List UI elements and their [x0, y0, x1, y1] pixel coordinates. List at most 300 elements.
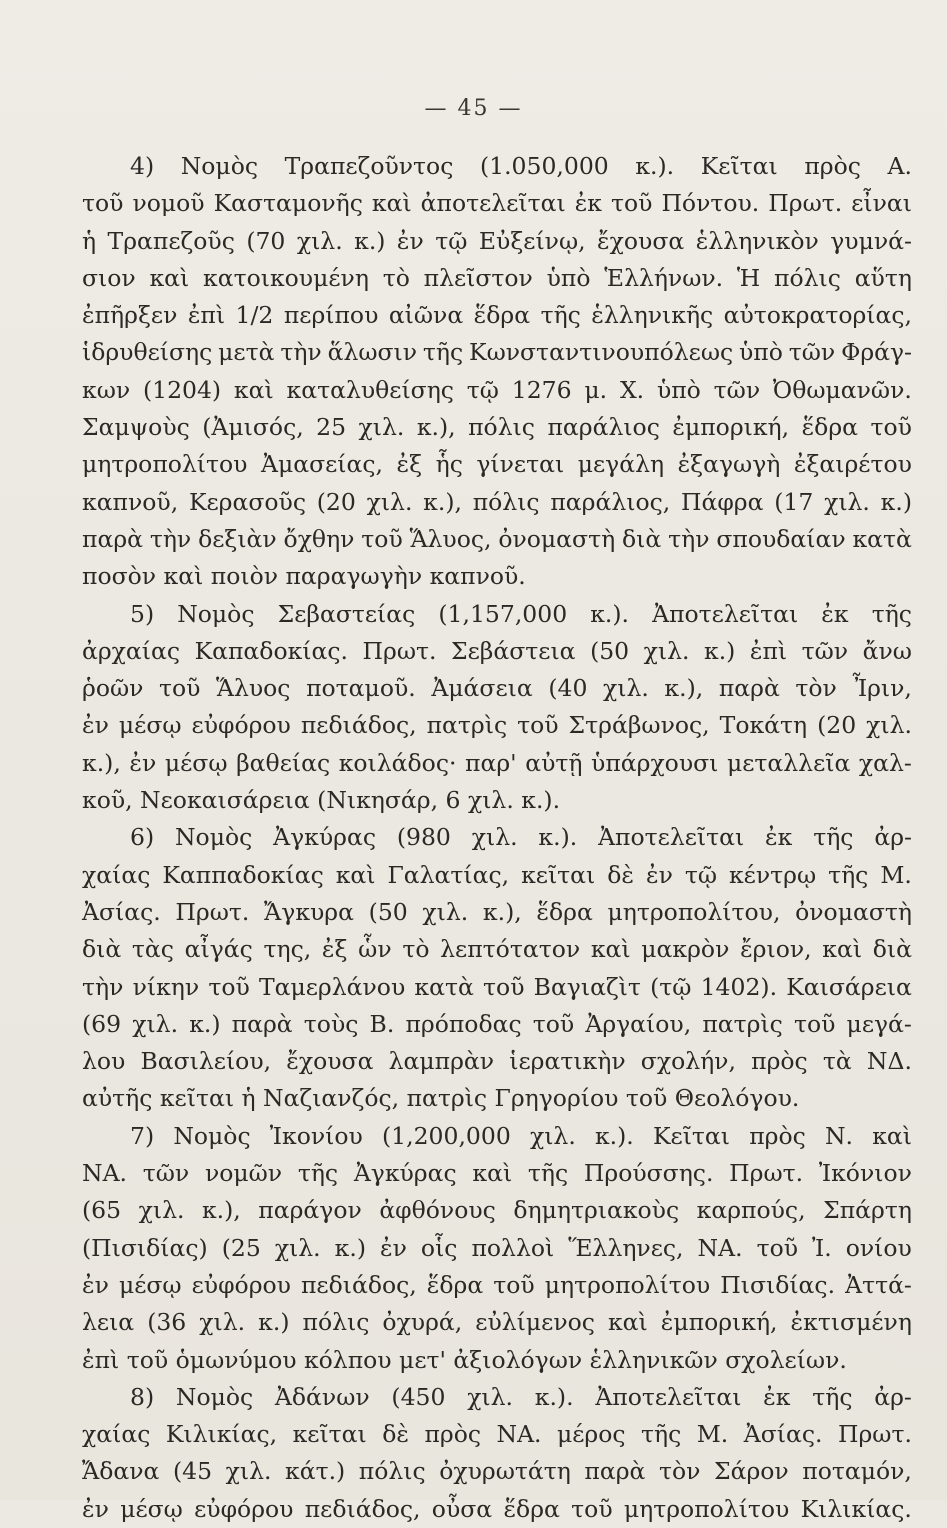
- word: Ὀθωμανῶν.: [772, 375, 912, 404]
- word: τὸ: [402, 935, 430, 964]
- word: κεῖται: [292, 1420, 367, 1449]
- word: πόλις: [774, 263, 841, 292]
- text-line: ποσὸν καὶ ποιὸν παραγωγὴν καπνοῦ.: [82, 562, 526, 591]
- word: Ἀποτελεῖται: [595, 1382, 742, 1411]
- word: Πρωτ.: [175, 897, 250, 926]
- word: χιλ.: [225, 1457, 272, 1486]
- word: καὶ: [335, 860, 376, 889]
- word: χιλ.: [296, 226, 343, 255]
- word: ἡ: [82, 226, 97, 255]
- word: μητροπολίτου: [82, 450, 248, 479]
- word: μητροπολίτου: [623, 1494, 790, 1523]
- word: κ.): [704, 636, 736, 665]
- word: κ.): [334, 1233, 366, 1262]
- word: καὶ: [872, 1121, 912, 1150]
- word: καὶ: [607, 1308, 648, 1337]
- text-line: [82, 148, 912, 185]
- word: τὰ: [822, 1047, 852, 1076]
- word: (17: [774, 487, 814, 516]
- word: ἐπὶ: [749, 636, 788, 665]
- word: τῷ: [684, 860, 718, 889]
- word: μέσῳ: [120, 1494, 183, 1523]
- word: κ.): [354, 226, 386, 255]
- word: πόλις: [358, 1457, 426, 1486]
- word: ὀχυρωτάτη: [439, 1457, 571, 1486]
- word: τὸν: [658, 1457, 701, 1486]
- word: μετὰ: [218, 338, 275, 367]
- text-line: [82, 1453, 912, 1490]
- word: Ἀγκύρας: [273, 823, 376, 852]
- word: Βασιλείου,: [140, 1047, 272, 1076]
- word: διὰ: [622, 524, 662, 553]
- word: (25: [221, 1233, 261, 1262]
- word: ἐκ: [763, 1382, 791, 1411]
- word: Καπαδοκίας.: [194, 636, 349, 665]
- word: ἕδρα: [801, 413, 859, 442]
- word: χιλ.: [199, 1308, 246, 1337]
- word: ἐν: [645, 860, 673, 889]
- text-line: [82, 670, 912, 707]
- text-line: [82, 297, 912, 334]
- word: Φράγ-: [841, 338, 912, 367]
- word: κέντρῳ: [728, 860, 817, 889]
- word: ἐν: [129, 748, 157, 777]
- word: ἀποτελεῖται: [420, 189, 566, 218]
- word: 8): [130, 1382, 155, 1411]
- word: χιλ.: [138, 1196, 185, 1225]
- text-line: [82, 1192, 912, 1229]
- word: Προύσσης.: [583, 1159, 714, 1188]
- word: ἱδρυθείσης: [82, 338, 213, 367]
- word: καὶ: [590, 935, 631, 964]
- word: καὶ: [371, 189, 412, 218]
- word: αὐτοκρατορίας,: [723, 301, 912, 330]
- word: λαμπρὰν: [388, 1047, 495, 1076]
- word: (450: [391, 1382, 446, 1411]
- word: Ἰκονίου: [269, 1121, 363, 1150]
- word: ἔχουσα: [286, 1047, 374, 1076]
- word: (1204): [142, 375, 222, 404]
- word: τῷ: [435, 226, 468, 255]
- word: τοῦ: [793, 1009, 836, 1038]
- word: μέσῳ: [164, 748, 228, 777]
- word: Κερασοῦς: [188, 487, 307, 516]
- word: χιλ.: [366, 487, 413, 516]
- word: Μ.: [696, 1420, 729, 1449]
- word: κεῖται: [521, 860, 596, 889]
- word: πεδιάδος,: [300, 1270, 417, 1299]
- word: κ.),: [416, 413, 456, 442]
- word: μέρος: [556, 1420, 626, 1449]
- word: ἧς: [435, 450, 463, 479]
- word: κατοικουμένη: [203, 263, 369, 292]
- word: κ.).: [594, 1121, 634, 1150]
- word: κ.): [258, 1308, 290, 1337]
- word: αὐτῇ: [525, 748, 583, 777]
- text-line: [82, 633, 912, 670]
- word: ὧν: [358, 935, 392, 964]
- word: ἀρ-: [874, 1382, 912, 1411]
- word: Πόντου.: [661, 189, 760, 218]
- word: ἕδρα: [503, 1494, 560, 1523]
- word: τῶν: [788, 338, 836, 367]
- word: Στράβωνος,: [568, 711, 710, 740]
- word: (50: [368, 897, 408, 926]
- word: πατρὶς: [702, 1009, 783, 1038]
- word: πολλοὶ: [471, 1233, 555, 1262]
- word: Ἄγκυρα: [264, 897, 354, 926]
- word: ὑπὸ: [546, 263, 591, 292]
- word: Ἀγκύρας: [353, 1159, 457, 1188]
- word: κ.): [189, 1009, 221, 1038]
- word: τῶν: [801, 636, 849, 665]
- word: Β.: [369, 1009, 395, 1038]
- word: τοῦ: [756, 1233, 798, 1262]
- text-line: [82, 484, 912, 521]
- word: Ἀμάσεια: [431, 674, 533, 703]
- word: ἐπῆρξεν: [82, 301, 178, 330]
- word: δὲ: [382, 1420, 409, 1449]
- word: γυμνά-: [830, 226, 912, 255]
- word: ὑπὸ: [656, 375, 701, 404]
- word: τῆς: [527, 1159, 569, 1188]
- word: κ.).: [534, 1382, 574, 1411]
- word: εὐφόρου: [191, 1270, 291, 1299]
- word: εὐφόρου: [194, 1494, 294, 1523]
- word: ἔριον,: [740, 935, 812, 964]
- word: (40: [548, 674, 588, 703]
- word: παρὰ: [584, 1457, 646, 1486]
- word: πεδιάδος,: [304, 1494, 421, 1523]
- word: ΝΔ.: [866, 1047, 912, 1076]
- word: ἐμπορική,: [672, 413, 790, 442]
- word: της,: [263, 935, 312, 964]
- word: τὸν: [795, 674, 837, 703]
- word: Ἀσίας.: [743, 1420, 823, 1449]
- word: τῆς: [540, 301, 581, 330]
- word: κ.).: [538, 823, 578, 852]
- word: ἀρ-: [874, 823, 912, 852]
- word: μέσῳ: [118, 711, 182, 740]
- word: ΝΑ.: [82, 1159, 128, 1188]
- word: ἑλληνικὸν: [695, 226, 819, 255]
- word: μέσῳ: [118, 1270, 182, 1299]
- word: Τοκάτη: [719, 711, 808, 740]
- word: τοῦ: [483, 972, 525, 1001]
- text-line: [82, 1006, 912, 1043]
- word: τοῦ: [493, 1270, 535, 1299]
- word: τὰς: [131, 935, 174, 964]
- word: νομοῦ: [132, 189, 205, 218]
- word: εὐλίμενος: [475, 1308, 595, 1337]
- word: 1/2: [235, 301, 274, 330]
- text-line: ἐπὶ τοῦ ὁμωνύμου κόλπου μετ' ἀξιολόγων ἑλληνικῶν σχολείων.: [82, 1345, 847, 1374]
- word: ἐξαιρέτου: [793, 450, 912, 479]
- word: πεδιάδος,: [300, 711, 417, 740]
- word: χιλ.: [471, 823, 518, 852]
- word: Πισιδίας.: [720, 1270, 836, 1299]
- word: Κιλικίας,: [165, 1420, 278, 1449]
- word: Κιλικίας.: [800, 1494, 912, 1523]
- word: καὶ: [822, 935, 863, 964]
- word: τῆς: [813, 823, 854, 852]
- word: (36: [147, 1308, 187, 1337]
- word: ἐν: [380, 1233, 407, 1262]
- word: ἐξαγωγὴ: [677, 450, 781, 479]
- word: (1,200,000: [382, 1121, 511, 1150]
- text-line: [82, 334, 912, 371]
- text-line: [82, 1230, 912, 1267]
- word: χιλ.: [866, 711, 912, 740]
- word: Νομὸς: [177, 599, 255, 628]
- word: μεταλλεῖα: [726, 748, 851, 777]
- word: τοῦ: [82, 189, 124, 218]
- text-line: [82, 857, 912, 894]
- word: ἐκτισμένη: [790, 1308, 912, 1337]
- word: ἐκ: [574, 189, 602, 218]
- word: λου: [82, 1047, 126, 1076]
- text-line: [82, 894, 912, 931]
- word: Ἀδάνων: [274, 1382, 370, 1411]
- word: (65: [82, 1196, 122, 1225]
- word: τοῦ: [159, 674, 201, 703]
- word: τοῦ: [208, 972, 250, 1001]
- word: Ἅλυος: [216, 674, 291, 703]
- word: ἐπὶ: [187, 301, 226, 330]
- word: κοιλάδος·: [338, 748, 457, 777]
- word: Ταμερλάνου: [258, 972, 406, 1001]
- word: Νομὸς: [180, 152, 259, 180]
- word: Ἀργαίου,: [585, 1009, 692, 1038]
- word: παρ': [465, 748, 517, 777]
- word: διὰ: [872, 935, 912, 964]
- word: Νομὸς: [175, 1382, 254, 1411]
- word: Ἰκόνιον: [818, 1159, 912, 1188]
- word: (1,157,000: [438, 599, 568, 628]
- word: τοῦ: [532, 1009, 575, 1038]
- word: αἰῶνα: [388, 301, 464, 330]
- word: (980: [396, 823, 451, 852]
- word: τῶν: [142, 1159, 190, 1188]
- word: κ.),: [664, 674, 704, 703]
- word: μητροπολίτου,: [607, 897, 781, 926]
- word: κατὰ: [414, 972, 474, 1001]
- word: Τραπεζοῦς: [107, 226, 235, 255]
- word: τῆς: [812, 1382, 853, 1411]
- word: Εὐξείνῳ,: [478, 226, 586, 255]
- word: Σαμψοὺς: [82, 413, 190, 442]
- word: τὸ: [382, 263, 410, 292]
- word: 1402).: [700, 972, 778, 1001]
- word: σχολήν,: [640, 1047, 736, 1076]
- word: ἕδρα: [473, 301, 531, 330]
- text-line: κοῦ, Νεοκαισάρεια (Νικησάρ, 6 χιλ. κ.).: [82, 786, 561, 815]
- word: (1.050,000: [479, 152, 609, 180]
- word: εἶναι: [851, 189, 912, 218]
- word: (Ἀμισός,: [202, 413, 304, 442]
- word: 1276: [511, 375, 572, 404]
- word: Πρωτ.: [768, 189, 843, 218]
- word: Α.: [887, 152, 912, 180]
- text-line: [82, 446, 912, 483]
- word: κάτ.): [285, 1457, 346, 1486]
- word: νομῶν: [204, 1159, 283, 1188]
- word: ἕδρα: [426, 1270, 484, 1299]
- word: ποταμόν,: [802, 1457, 912, 1486]
- word: (45: [172, 1457, 213, 1486]
- word: παρὰ: [718, 674, 780, 703]
- word: χιλ.: [824, 487, 870, 516]
- word: ὀνομαστὴ: [795, 897, 912, 926]
- word: κ.): [880, 487, 912, 516]
- text-line: [82, 1416, 912, 1453]
- text-line: [82, 931, 912, 968]
- word: τὴν: [668, 524, 710, 553]
- word: παράλιος,: [550, 487, 671, 516]
- word: ἔχουσα: [597, 226, 685, 255]
- word: Ἀττά-: [845, 1270, 912, 1299]
- word: τοῦ: [870, 413, 912, 442]
- word: Ἡ: [736, 263, 761, 292]
- word: παράγον: [258, 1196, 362, 1225]
- word: κ.),: [423, 487, 462, 516]
- word: πρόποδας: [405, 1009, 522, 1038]
- word: μ.: [584, 375, 608, 404]
- word: Ἅλυος,: [409, 524, 492, 553]
- word: Ἀποτελεῖται: [652, 599, 799, 628]
- word: καὶ: [233, 375, 274, 404]
- word: Τραπεζοῦντος: [284, 152, 454, 180]
- word: (50: [590, 636, 630, 665]
- word: πλεῖστον: [423, 263, 533, 292]
- word: ἐν: [82, 1494, 109, 1523]
- text-line: [82, 260, 912, 297]
- word: ἱερατικὴν: [509, 1047, 626, 1076]
- word: Νομὸς: [174, 823, 253, 852]
- word: ἅλωσιν: [327, 338, 418, 367]
- word: ἐν: [82, 1270, 109, 1299]
- word: (20: [817, 711, 857, 740]
- word: σπουδαίαν: [716, 524, 846, 553]
- text-line: [82, 1491, 912, 1528]
- word: γίνεται: [476, 450, 565, 479]
- word: χιλ.: [467, 1382, 514, 1411]
- word: κατὰ: [852, 524, 912, 553]
- word: παρὰ: [82, 524, 143, 553]
- word: οὖσα: [431, 1494, 493, 1523]
- word: ἐκ: [821, 599, 849, 628]
- word: 7): [130, 1121, 155, 1150]
- word: καρπούς,: [696, 1196, 806, 1225]
- word: χαίας: [82, 860, 151, 889]
- word: κ.).: [590, 599, 630, 628]
- text-line: [82, 1267, 912, 1304]
- word: αἶγάς: [184, 935, 253, 964]
- word: Πρωτ.: [362, 636, 437, 665]
- word: σιον: [82, 263, 136, 292]
- word: ὑπάρχουσι: [591, 748, 719, 777]
- word: μεγά-: [846, 1009, 912, 1038]
- word: μεγάλη: [577, 450, 665, 479]
- word: Βαγιαζὶτ: [533, 972, 641, 1001]
- word: ἑλληνικῆς: [591, 301, 714, 330]
- word: τοῦ: [611, 189, 653, 218]
- word: Ν.: [824, 1121, 853, 1150]
- word: ἐν: [396, 226, 424, 255]
- word: τῆς: [871, 599, 912, 628]
- word: περίπου: [283, 301, 379, 330]
- word: πόλις: [468, 413, 535, 442]
- text-line: [82, 745, 912, 782]
- word: οἷς: [420, 1233, 458, 1262]
- word: Ἶριν,: [852, 674, 912, 703]
- text-line: [82, 596, 912, 633]
- text-line: [82, 1379, 912, 1416]
- text-line: [82, 521, 912, 558]
- word: Γαλατίας,: [387, 860, 510, 889]
- word: ἐξ: [321, 935, 348, 964]
- word: χαίας: [82, 1420, 151, 1449]
- text-line: [82, 223, 912, 260]
- word: Κεῖται: [652, 1121, 730, 1150]
- word: Πάφρα: [680, 487, 764, 516]
- word: ἐξ: [396, 450, 423, 479]
- word: δημητριακοὺς: [513, 1196, 680, 1225]
- word: Κωνσταντινουπόλεως: [469, 338, 734, 367]
- word: ἕδρα: [536, 897, 593, 926]
- word: (20: [316, 487, 356, 516]
- word: 6): [130, 823, 155, 852]
- word: Πρωτ.: [837, 1420, 912, 1449]
- word: πρὸς: [424, 1420, 482, 1449]
- text-line: [82, 707, 912, 744]
- word: χιλ.: [603, 674, 649, 703]
- word: ἀρχαίας: [82, 636, 181, 665]
- word: ποταμοῦ.: [306, 674, 416, 703]
- word: χιλ.: [529, 1121, 576, 1150]
- word: Ἀσίας.: [82, 897, 161, 926]
- word: 4): [130, 152, 155, 180]
- body-text: [82, 148, 912, 1528]
- word: Νομὸς: [173, 1121, 251, 1150]
- word: Σάρον: [713, 1457, 789, 1486]
- word: ὑπὸ: [739, 338, 783, 367]
- word: τὴν: [149, 524, 192, 553]
- word: ῥοῶν: [82, 674, 144, 703]
- word: ὄχθην: [283, 524, 355, 553]
- word: Καππαδοκίας: [162, 860, 324, 889]
- text-line: [82, 1155, 912, 1192]
- word: χιλ.: [643, 636, 690, 665]
- word: Ἀμασείας,: [260, 450, 384, 479]
- word: καὶ: [149, 263, 190, 292]
- word: Καισάρεια: [786, 972, 912, 1001]
- word: μητροπολίτου: [544, 1270, 711, 1299]
- word: πατρὶς: [426, 711, 508, 740]
- word: τῷ: [466, 375, 499, 404]
- word: κων: [82, 375, 131, 404]
- word: ονίου: [845, 1233, 912, 1262]
- word: ΝΑ.: [496, 1420, 542, 1449]
- word: τὴν: [280, 338, 322, 367]
- word: ἐμπορική,: [660, 1308, 778, 1337]
- word: ἐν: [82, 711, 109, 740]
- word: (70: [246, 226, 286, 255]
- word: ἀφθόνους: [379, 1196, 496, 1225]
- word: ὀχυρά,: [382, 1308, 463, 1337]
- word: τῶν: [713, 375, 761, 404]
- word: ἄνω: [862, 636, 912, 665]
